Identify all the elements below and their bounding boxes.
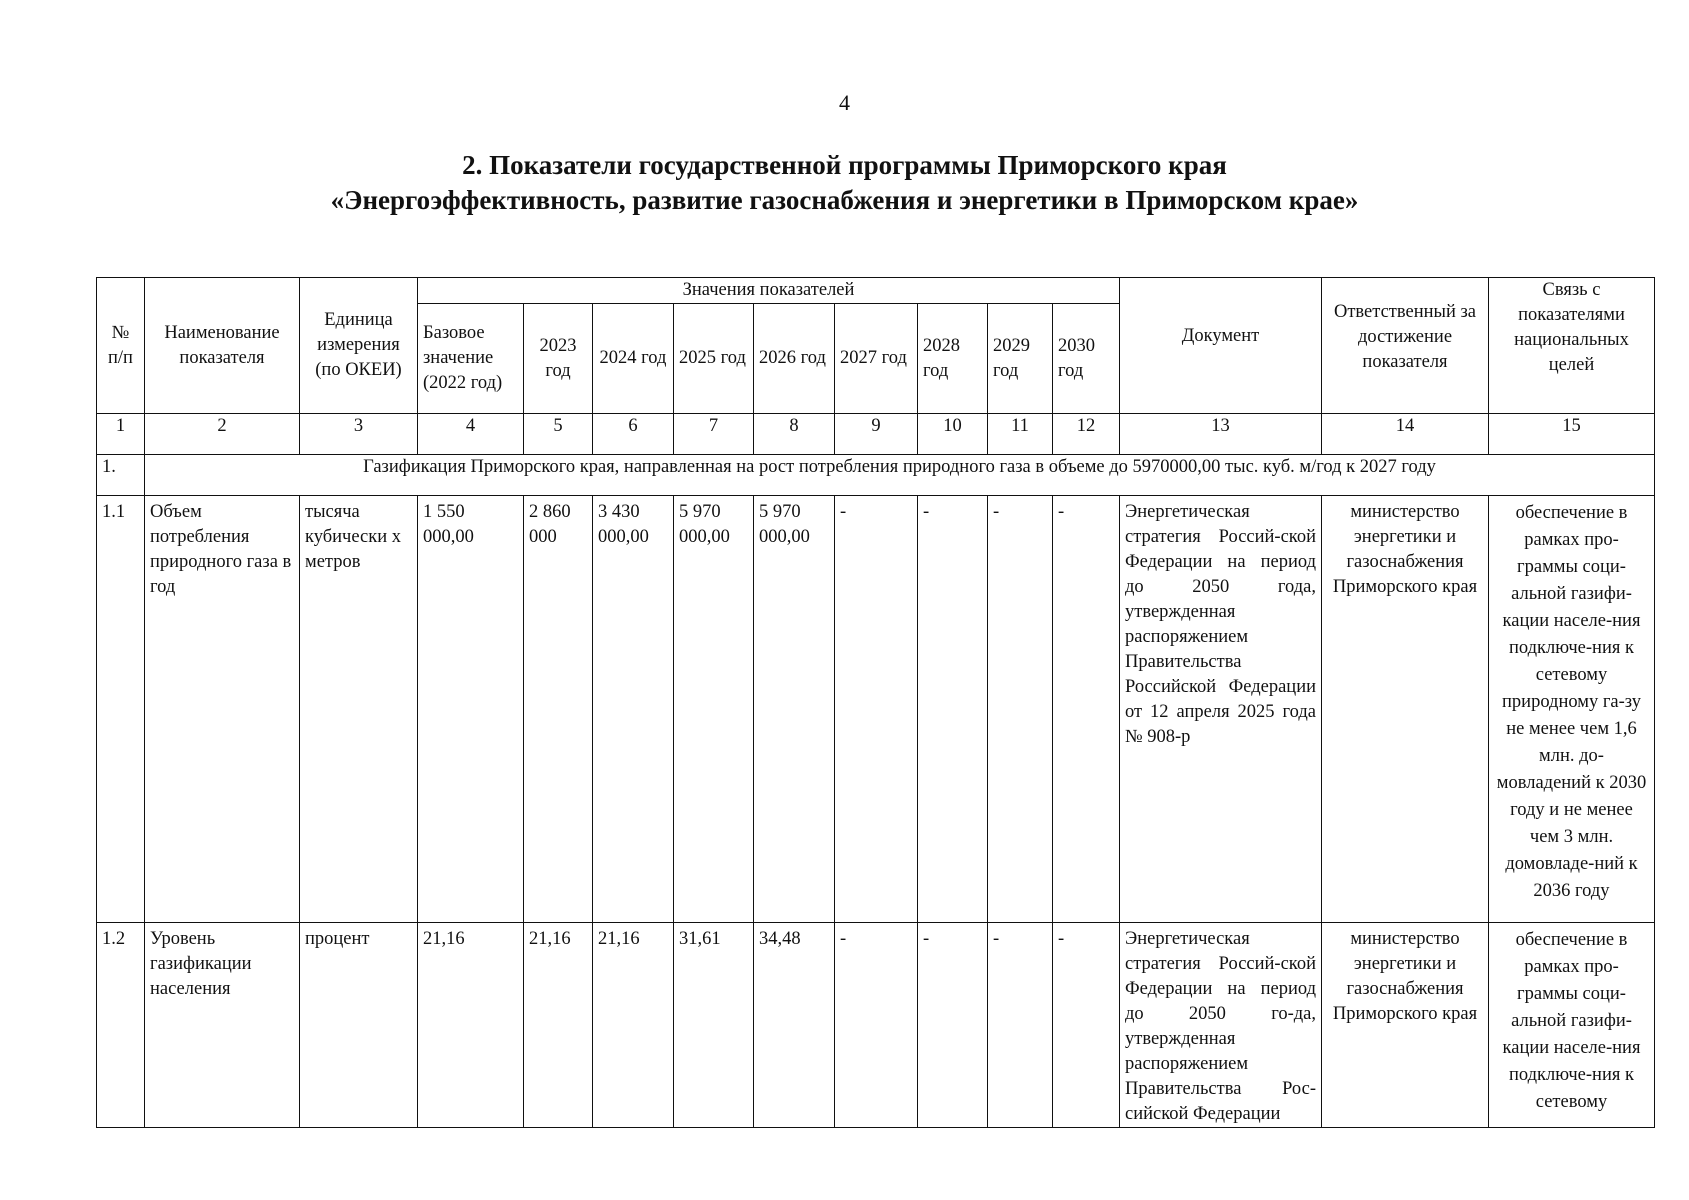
row-national-goals: обеспечение в рамках про-граммы соци-альной газифи-кации населе-ния подключе-ния к сетевому природному га-зу не менее чем 1,6 млн. до-мовладений к 2030 году и не менее чем 3 млн. домовладе-ний к 2036 году: [1489, 496, 1655, 923]
row-name: Объем потребления природного газа в год: [145, 496, 300, 923]
header-year-2030: 2030 год: [1053, 304, 1120, 414]
row-value-2024: 21,16: [593, 923, 674, 1128]
header-year-2027: 2027 год: [835, 304, 918, 414]
header-year-2024: 2024 год: [593, 304, 674, 414]
row-unit: тысяча кубически х метров: [300, 496, 418, 923]
col-number: 5: [524, 414, 593, 455]
header-responsible: Ответственный за достижение показателя: [1322, 278, 1489, 414]
col-number: 15: [1489, 414, 1655, 455]
col-number: 4: [418, 414, 524, 455]
indicators-table: [96, 277, 1655, 1128]
row-document: Энергетическая стратегия Россий-ской Федерации на период до 2050 года, утвержденная распоряжением Правительства Российской Федерации от 12 апреля 2025 года № 908-р: [1120, 496, 1322, 923]
row-unit: процент: [300, 923, 418, 1128]
row-value-2028: -: [918, 496, 988, 923]
header-year-2029: 2029 год: [988, 304, 1053, 414]
row-value-2030: -: [1053, 496, 1120, 923]
col-number: 10: [918, 414, 988, 455]
header-national-goals: Связь с показателями национальных целей: [1489, 278, 1655, 414]
header-year-2026: 2026 год: [754, 304, 835, 414]
col-number: 7: [674, 414, 754, 455]
col-number: 14: [1322, 414, 1489, 455]
header-values-group: Значения показателей: [418, 278, 1120, 304]
section-num: 1.: [97, 455, 145, 496]
row-value-2026: 34,48: [754, 923, 835, 1128]
col-number: 8: [754, 414, 835, 455]
row-base-value: 1 550 000,00: [418, 496, 524, 923]
row-responsible: министерство энергетики и газоснабжения Приморского края: [1322, 496, 1489, 923]
row-value-2029: -: [988, 923, 1053, 1128]
col-number: 3: [300, 414, 418, 455]
col-number: 11: [988, 414, 1053, 455]
title-line-1: 2. Показатели государственной программы Приморского края: [462, 150, 1227, 180]
row-value-2025: 31,61: [674, 923, 754, 1128]
row-name: Уровень газификации населения: [145, 923, 300, 1128]
row-value-2023: 2 860 000: [524, 496, 593, 923]
row-value-2026: 5 970 000,00: [754, 496, 835, 923]
col-number: 13: [1120, 414, 1322, 455]
col-number: 9: [835, 414, 918, 455]
row-value-2028: -: [918, 923, 988, 1128]
table-row: [97, 496, 1655, 923]
header-name: Наименование показателя: [145, 278, 300, 414]
row-num: 1.2: [97, 923, 145, 1128]
row-document: Энергетическая стратегия Россий-ской Федерации на период до 2050 го-да, утвержденная распоряжением Правительства Рос-сийской Федерации: [1120, 923, 1322, 1128]
section-row: [97, 455, 1655, 496]
row-responsible: министерство энергетики и газоснабжения Приморского края: [1322, 923, 1489, 1128]
header-year-2028: 2028 год: [918, 304, 988, 414]
row-value-2023: 21,16: [524, 923, 593, 1128]
header-base-value: Базовое значение (2022 год): [418, 304, 524, 414]
table-row: [97, 923, 1655, 1128]
row-base-value: 21,16: [418, 923, 524, 1128]
row-national-goals: обеспечение в рамках про-граммы соци-альной газифи-кации населе-ния подключе-ния к сетевому: [1489, 923, 1655, 1128]
page-title: [0, 148, 1689, 218]
row-value-2024: 3 430 000,00: [593, 496, 674, 923]
col-number: 1: [97, 414, 145, 455]
row-value-2025: 5 970 000,00: [674, 496, 754, 923]
column-numbers-row: [97, 414, 1655, 455]
row-value-2030: -: [1053, 923, 1120, 1128]
row-value-2027: -: [835, 496, 918, 923]
col-number: 12: [1053, 414, 1120, 455]
header-year-2023: 2023 год: [524, 304, 593, 414]
header-num: № п/п: [97, 278, 145, 414]
row-value-2027: -: [835, 923, 918, 1128]
col-number: 6: [593, 414, 674, 455]
title-line-2: «Энергоэффективность, развитие газоснабжения и энергетики в Приморском крае»: [330, 185, 1359, 215]
header-unit: Единица измерения (по ОКЕИ): [300, 278, 418, 414]
page-number: 4: [839, 90, 850, 115]
header-document: Документ: [1120, 278, 1322, 414]
row-num: 1.1: [97, 496, 145, 923]
col-number: 2: [145, 414, 300, 455]
row-value-2029: -: [988, 496, 1053, 923]
header-year-2025: 2025 год: [674, 304, 754, 414]
section-title: Газификация Приморского края, направленная на рост потребления природного газа в объеме до 5970000,00 тыс. куб. м/год к 2027 году: [145, 455, 1655, 496]
